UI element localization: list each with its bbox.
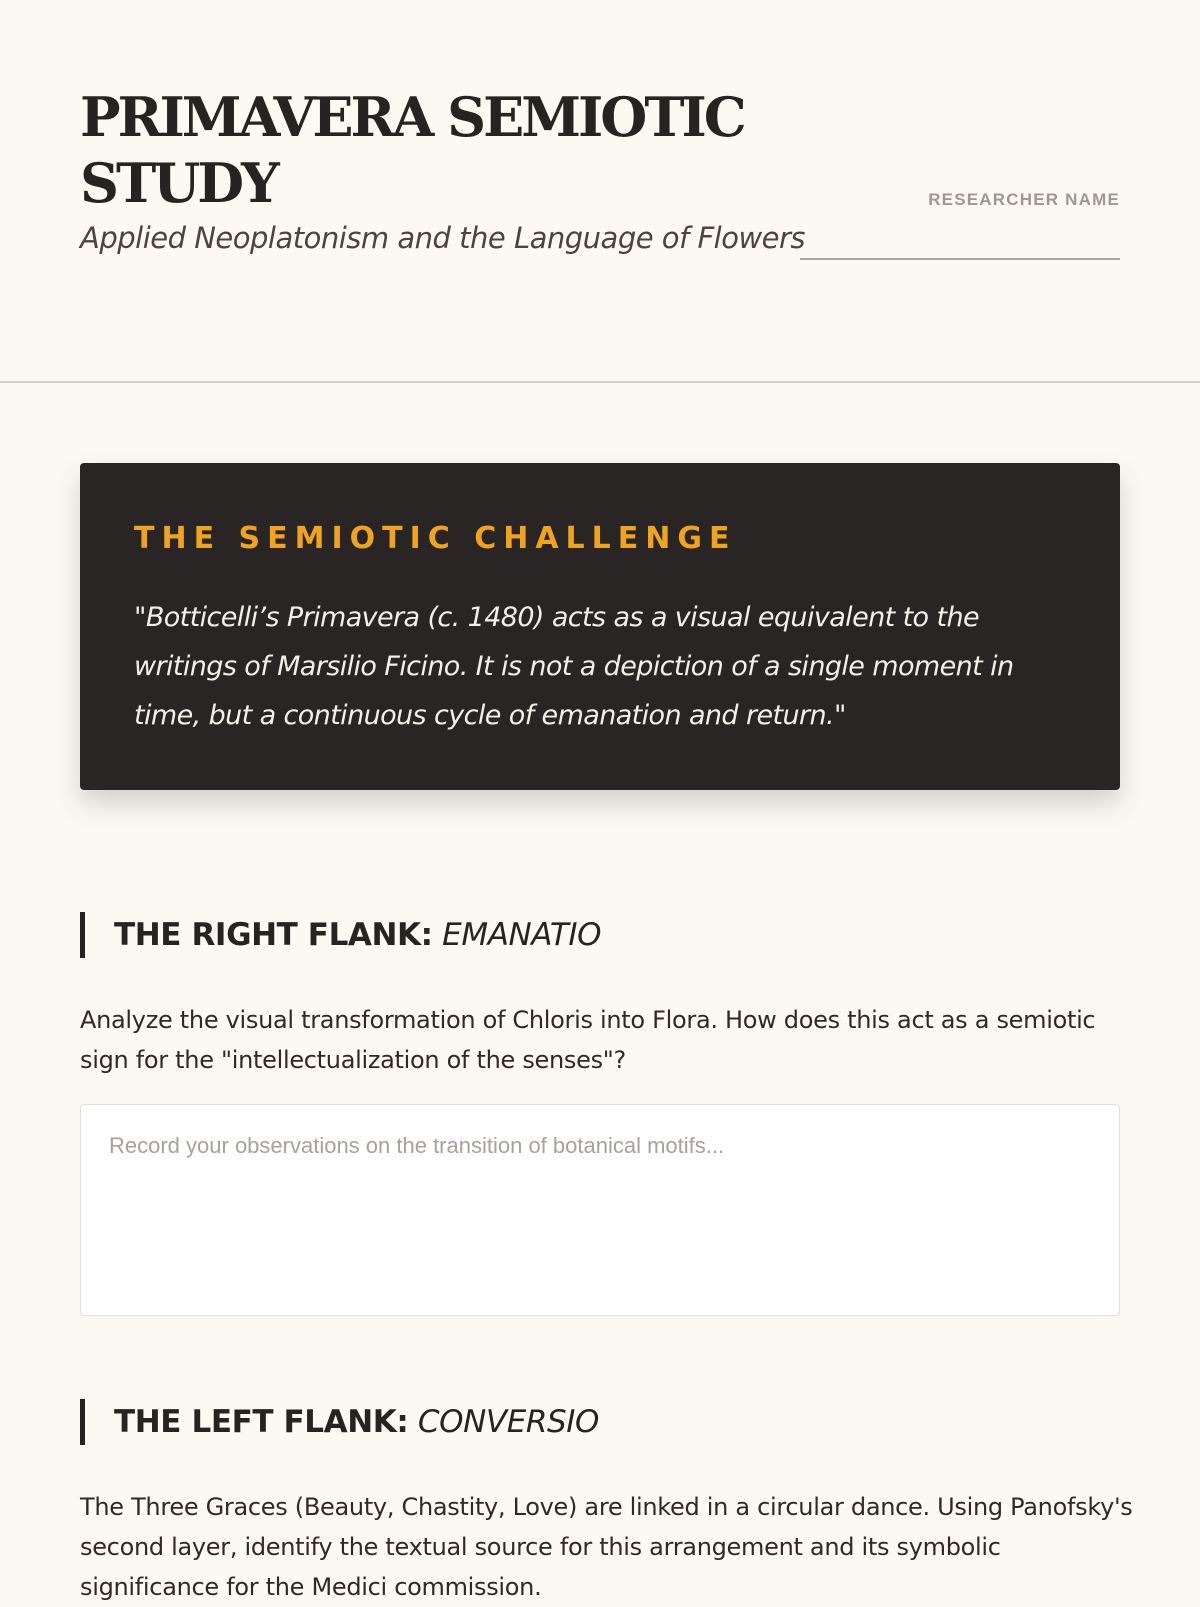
page-title: PRIMAVERA SEMIOTIC STUDY: [80, 85, 744, 215]
page-header: [0, 0, 1200, 383]
left-flank-label: THE LEFT FLANK:: [114, 1404, 409, 1440]
right-flank-prompt: Analyze the visual transformation of Chloris into Flora. How does this act as a semiotic sign for the "intellectualization of the senses"?: [80, 1006, 1096, 1074]
right-flank-term: EMANATIO: [442, 917, 602, 953]
researcher-name-input[interactable]: [800, 220, 1120, 260]
challenge-quote: "Botticelli’s Primavera (c. 1480) acts as a visual equivalent to the writings of Marsilio Ficino. It is not a depiction of a single moment in time, but a continuous cycle of emanation and return.": [134, 602, 1014, 731]
researcher-name-label: RESEARCHER NAME: [928, 190, 1120, 209]
left-flank-term: CONVERSIO: [417, 1404, 600, 1440]
challenge-heading: THE SEMIOTIC CHALLENGE: [134, 521, 737, 556]
right-flank-label: THE RIGHT FLANK:: [114, 917, 433, 953]
left-flank-prompt: The Three Graces (Beauty, Chastity, Love) are linked in a circular dance. Using Panofsky's second layer, identify the textual source for this arrangement and its symbolic significance for the Medici commission.: [80, 1493, 1133, 1601]
right-flank-heading: [80, 912, 601, 958]
left-flank-heading: [80, 1399, 599, 1445]
page-subtitle: Applied Neoplatonism and the Language of Flowers: [80, 221, 806, 255]
semiotic-challenge-panel: [80, 463, 1120, 790]
right-flank-answer-field[interactable]: [80, 1104, 1120, 1316]
